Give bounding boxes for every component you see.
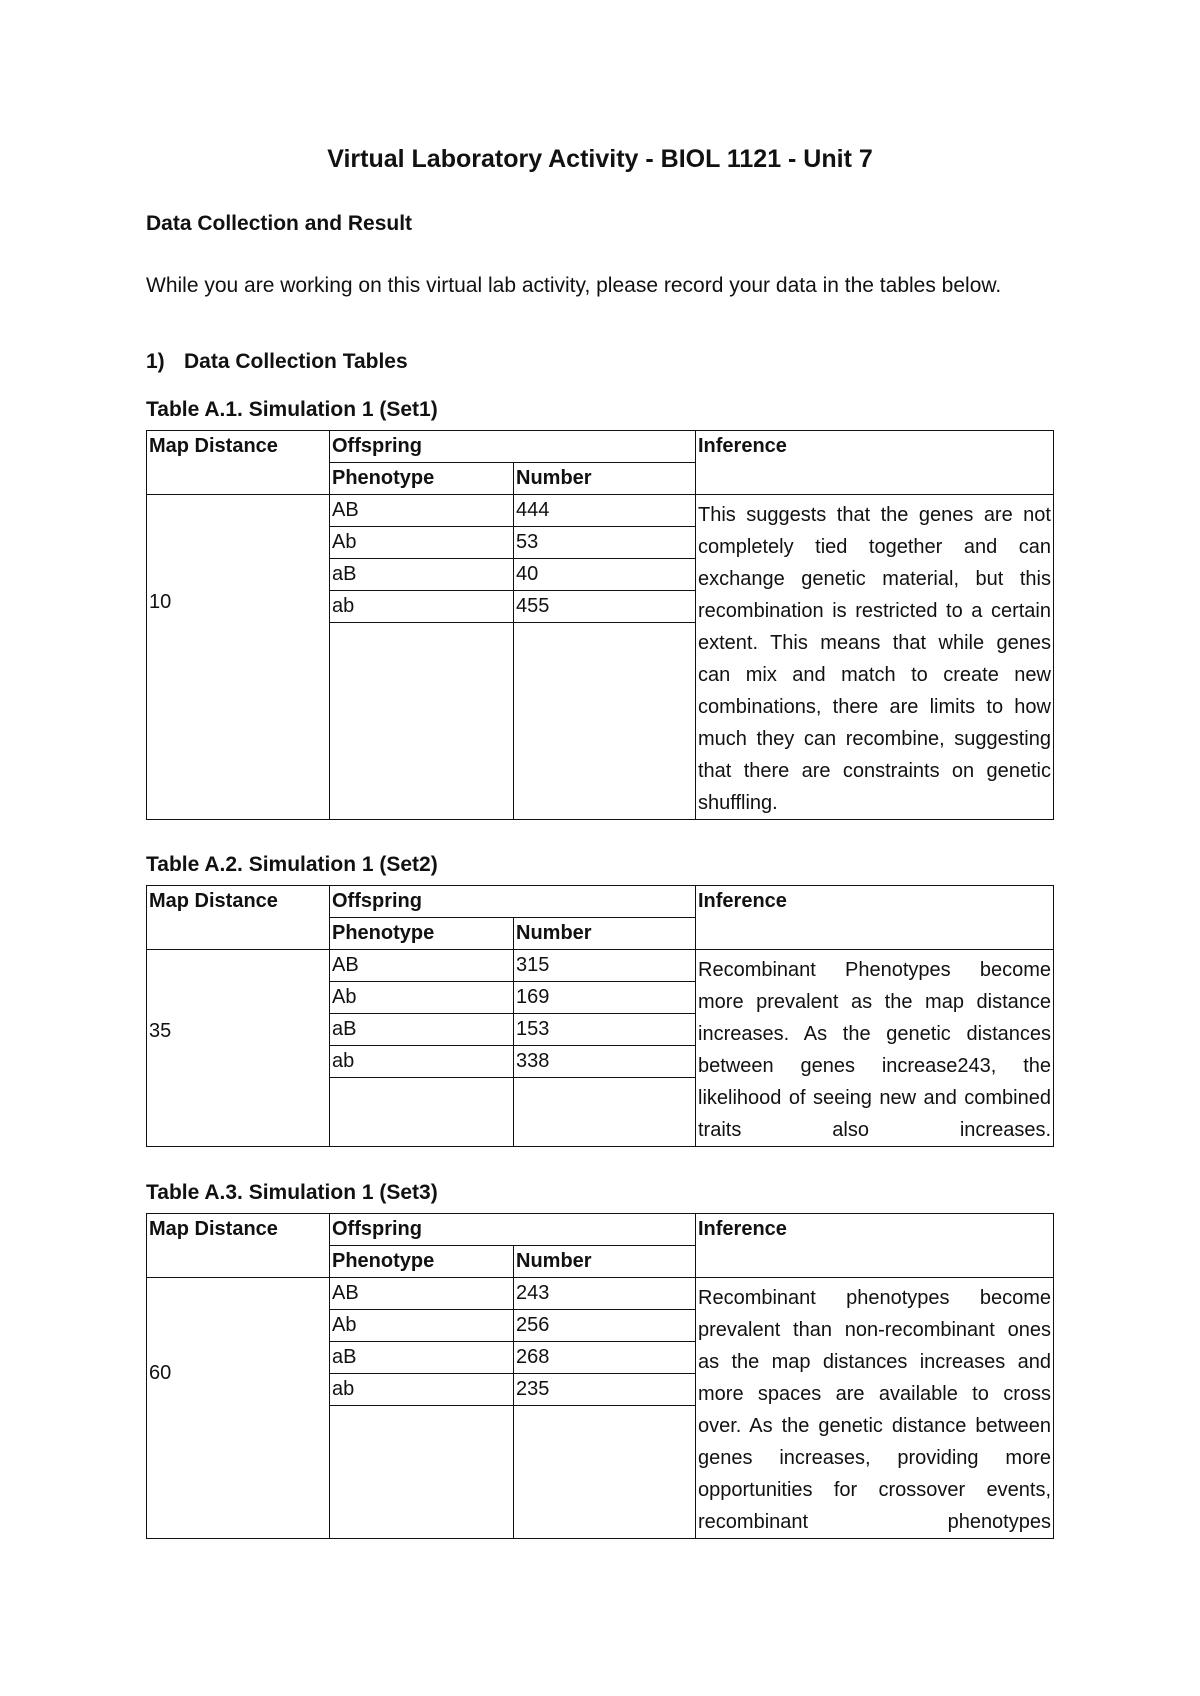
empty-cell [330,1078,514,1147]
number-cell: 444 [514,495,696,527]
number-cell: 315 [514,950,696,982]
data-table-a2 [146,885,1054,1147]
phenotype-cell: AB [330,950,514,982]
header-map-distance: Map Distance [147,1214,330,1278]
phenotype-cell: AB [330,495,514,527]
number-cell: 169 [514,982,696,1014]
inference-text: This suggests that the genes are not completely tied together and can exchange genetic material, but this recombination is restricted to a certain extent. This means that while genes can mix and match to create new combinations, there are limits to how much they can recombine, suggesting that there are constraints on genetic shuffling. [696,495,1054,820]
map-distance-value: 60 [147,1278,330,1539]
subheading: Data Collection and Result [146,212,413,235]
map-distance-value: 10 [147,495,330,820]
header-number: Number [514,463,696,495]
section-heading [146,350,408,374]
number-cell: 53 [514,527,696,559]
empty-cell [514,1078,696,1147]
header-inference: Inference [696,431,1054,495]
phenotype-cell: aB [330,1342,514,1374]
header-offspring: Offspring [330,431,696,463]
header-map-distance: Map Distance [147,431,330,495]
table-caption: Table A.3. Simulation 1 (Set3) [146,1181,438,1204]
header-offspring: Offspring [330,886,696,918]
phenotype-cell: Ab [330,982,514,1014]
section-number: 1) [146,350,165,373]
number-cell: 153 [514,1014,696,1046]
number-cell: 235 [514,1374,696,1406]
intro-paragraph: While you are working on this virtual lab activity, please record your data in the tables below. [146,274,1002,297]
phenotype-cell: Ab [330,1310,514,1342]
map-distance-value: 35 [147,950,330,1147]
document-title: Virtual Laboratory Activity - BIOL 1121 - Unit 7 [327,145,873,173]
header-number: Number [514,918,696,950]
phenotype-cell: aB [330,1014,514,1046]
header-map-distance: Map Distance [147,886,330,950]
header-offspring: Offspring [330,1214,696,1246]
phenotype-cell: Ab [330,527,514,559]
empty-cell [330,1406,514,1539]
data-table-a1 [146,430,1054,820]
phenotype-cell: ab [330,1046,514,1078]
header-phenotype: Phenotype [330,1246,514,1278]
number-cell: 256 [514,1310,696,1342]
empty-cell [514,623,696,820]
header-inference: Inference [696,886,1054,950]
number-cell: 455 [514,591,696,623]
number-cell: 40 [514,559,696,591]
phenotype-cell: AB [330,1278,514,1310]
phenotype-cell: aB [330,559,514,591]
number-cell: 338 [514,1046,696,1078]
empty-cell [514,1406,696,1539]
header-inference: Inference [696,1214,1054,1278]
data-table-a3 [146,1213,1054,1539]
empty-cell [330,623,514,820]
table-caption: Table A.2. Simulation 1 (Set2) [146,853,438,876]
table-caption: Table A.1. Simulation 1 (Set1) [146,398,438,421]
phenotype-cell: ab [330,1374,514,1406]
header-phenotype: Phenotype [330,463,514,495]
header-phenotype: Phenotype [330,918,514,950]
inference-text: Recombinant phenotypes become prevalent than non-recombinant ones as the map distances increases and more spaces are available to cross over. As the genetic distance between genes increases, providing more opportunities for crossover events, recombinant phenotypes [696,1278,1054,1539]
section-title: Data Collection Tables [184,350,408,373]
number-cell: 268 [514,1342,696,1374]
header-number: Number [514,1246,696,1278]
inference-text: Recombinant Phenotypes become more prevalent as the map distance increases. As the genetic distances between genes increase243, the likelihood of seeing new and combined traits also increases. [696,950,1054,1147]
phenotype-cell: ab [330,591,514,623]
number-cell: 243 [514,1278,696,1310]
